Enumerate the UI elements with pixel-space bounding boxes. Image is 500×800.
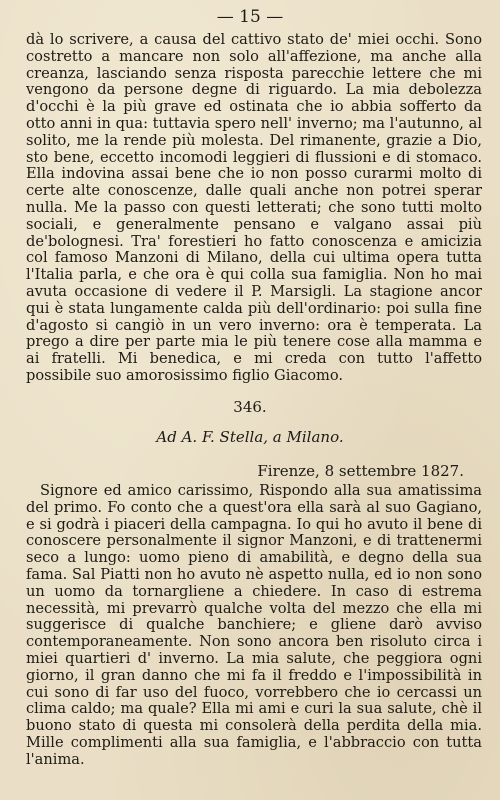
page-number: — 15 — (216, 7, 284, 27)
letter-346-body: Signore ed amico carissimo, Rispondo alla sua amatissima del primo. Fo conto che a quest'ora ella sarà al suo Gagiano, e si godrà i piaceri della campagna. Io qui ho avuto il bene di conoscere personalmente il signor Manzoni, e di trattenermi seco a lungo: uomo pieno di amabilità, e degno della sua fama. Sal Piatti non ho avuto nè aspetto nulla, ed io non sono un uomo da tornargliene a chiedere. In caso di estrema necessità, mi prevarrò qualche volta del mezzo che ella mi suggerisce di qualche banchiere; e gliene darò avviso contemporaneamente. Non sono ancora ben risoluto circa i miei quartieri d' inverno. La mia salute, che peggiora ogni giorno, il gran danno che mi fa il freddo e l'impossibilità in cui sono di far uso del fuoco, vorrebbero che io cercassi un clima caldo; ma quale? Ella mi ami e curi la sua salute, chè il buono stato di questa mi consolerà della perdita della mia. Mille complimenti alla sua famiglia, e l'abbraccio con tutta l'anima. (26, 482, 482, 768)
letter-number: 346. (233, 398, 267, 416)
letter-heading: Ad A. F. Stella, a Milano. (156, 428, 344, 446)
letter-place-date: Firenze, 8 settembre 1827. (257, 462, 464, 480)
letter-345-body: dà lo scrivere, a causa del cattivo stato de' miei occhi. Sono costretto a mancare non solo all'affezione, ma anche alla creanza, lasciando senza risposta parecchie lettere che mi vengono da persone degne di riguardo. La mia debolezza d'occhi è la più grave ed ostinata che io abbia sofferto da otto anni in qua: tuttavia spero nell' inverno; ma l'autunno, al solito, me la rende più molesta. Del rimanente, grazie a Dio, sto bene, eccetto incomodi leggieri di flussioni e di stomaco. Ella indovina assai bene che io non posso curarmi molto di certe alte conoscenze, dalle quali anche non potrei sperar nulla. Me la passo con questi letterati; che sono tutti molto sociali, e generalmente pensano e valgano assai più de'bolognesi. Tra' forestieri ho fatto conoscenza e amicizia col famoso Manzoni di Milano, della cui ultima opera tutta l'Italia parla, e che ora è qui colla sua famiglia. Non ho mai avuta occasione di vedere il P. Marsigli. La stagione ancor qui è stata lungamente calda più dell'ordinario: poi sulla fine d'agosto si cangiò in un vero inverno: ora è temperata. La prego a dire per parte mia le più tenere cose alla mamma e ai fratelli. Mi benedica, e mi creda con tutto l'affetto possibile suo amorosissimo figlio Giacomo. (26, 31, 482, 384)
